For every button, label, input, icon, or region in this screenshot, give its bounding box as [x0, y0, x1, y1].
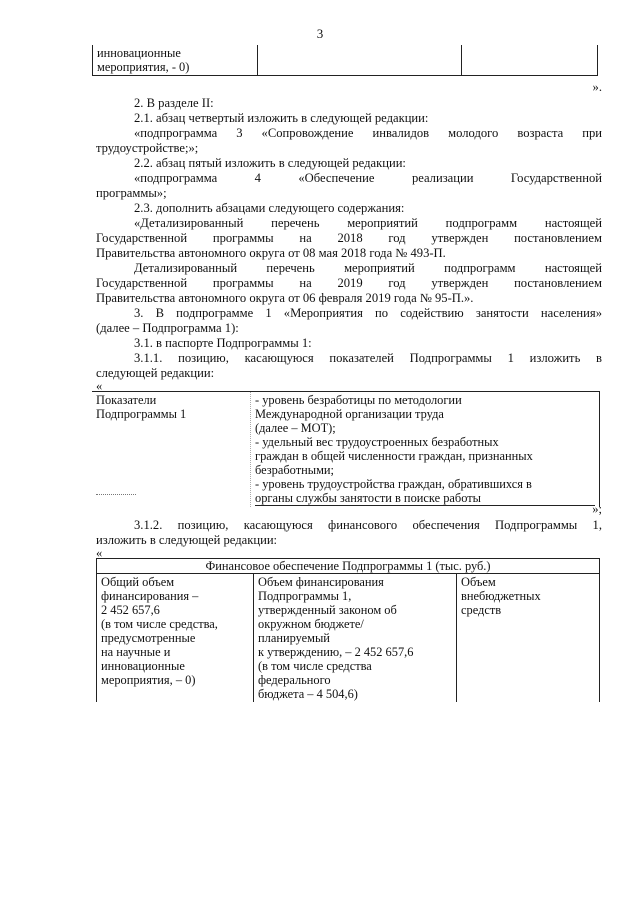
para-3-l2: (далее – Подпрограмма 1): — [96, 321, 239, 335]
open-quote: « — [96, 379, 103, 393]
indicators-label-line-1: Показатели — [96, 393, 157, 407]
para-3-1-2-l2: изложить в следующей редакции: — [96, 533, 278, 547]
para-2-1-quote-l2: трудоустройстве;»; — [96, 141, 199, 155]
para-2-2-quote-l1: «подпрограмма 4 «Обеспечение реализации Государственной — [134, 171, 602, 185]
finance-col1-line-2: финансирования – — [101, 589, 199, 603]
finance-col2-line-5: планируемый — [258, 631, 330, 645]
finance-col1-line-7: инновационные — [101, 659, 185, 673]
finance-col-3 — [457, 574, 600, 703]
finance-col3-line-2: внебюджетных — [461, 589, 541, 603]
finance-col2-line-9: бюджета – 4 504,6) — [258, 687, 358, 701]
para-2-2-quote-l2: программы»; — [96, 186, 167, 200]
para-2-2: 2.2. абзац пятый изложить в следующей редакции: — [134, 156, 406, 170]
finance-col1-line-6: на научные и — [101, 645, 171, 659]
top-table-line-2: мероприятия, - 0) — [97, 60, 190, 74]
para-3-1-1-l2: следующей редакции: — [96, 366, 215, 380]
finance-col3-line-1: Объем — [461, 575, 496, 589]
indicators-values-cell — [251, 392, 600, 508]
indicator-line-5: граждан в общей численности граждан, признанных — [255, 449, 533, 463]
indicator-line-8: органы службы занятости в поиске работы — [255, 491, 595, 506]
page-number: 3 — [316, 26, 324, 41]
para-section-2: 2. В разделе II: — [134, 96, 214, 110]
top-partial-table — [92, 45, 598, 76]
para-3-1: 3.1. в паспорте Подпрограммы 1: — [134, 336, 312, 350]
finance-table — [96, 558, 600, 702]
finance-col-2 — [254, 574, 457, 703]
finance-col1-line-1: Общий объем — [101, 575, 175, 589]
para-3-l1: 3. В подпрограмме 1 «Мероприятия по содействию занятости населения» — [134, 306, 602, 320]
finance-col2-line-8: федерального — [258, 673, 331, 687]
indicator-line-3: (далее – МОТ); — [255, 421, 336, 435]
finance-col1-line-4: (в том числе средства, — [101, 617, 218, 631]
indicator-line-2: Международной организации труда — [255, 407, 444, 421]
closing-quote-dot: ». — [592, 80, 602, 94]
finance-col1-line-8: мероприятия, – 0) — [101, 673, 196, 687]
para-2-1-quote-l1: «подпрограмма 3 «Сопровождение инвалидов молодого возраста при — [134, 126, 602, 140]
indicators-table — [92, 391, 600, 507]
finance-header-cell — [97, 559, 600, 574]
para-2-3-l2: Государственной программы на 2018 год утвержден постановлением — [96, 231, 602, 245]
para-2-3: 2.3. дополнить абзацами следующего содержания: — [134, 201, 405, 215]
finance-col2-line-2: Подпрограммы 1, — [258, 589, 352, 603]
para-3-1-2-l1: 3.1.2. позицию, касающуюся финансового обеспечения Подпрограммы 1, — [134, 518, 602, 532]
finance-col2-line-4: окружном бюджете/ — [258, 617, 364, 631]
indicators-label-cell — [92, 392, 251, 508]
para-2-3-l6: Правительства автономного округа от 06 февраля 2019 года № 95-П.». — [96, 291, 474, 305]
para-2-3-l4: Детализированный перечень мероприятий подпрограмм настоящей — [134, 261, 602, 275]
finance-col-1 — [97, 574, 254, 703]
finance-col3-line-3: средств — [461, 603, 502, 617]
para-2-1: 2.1. абзац четвертый изложить в следующей редакции: — [134, 111, 429, 125]
para-2-3-l3: Правительства автономного округа от 08 мая 2018 года № 493-П. — [96, 246, 446, 260]
finance-col1-line-3: 2 452 657,6 — [101, 603, 160, 617]
top-table-line-1: инновационные — [97, 46, 181, 60]
finance-col2-line-7: (в том числе средства — [258, 659, 372, 673]
indicator-line-1: - уровень безработицы по методологии — [255, 393, 462, 407]
finance-col2-line-3: утвержденный законом об — [258, 603, 397, 617]
finance-col2-line-6: к утверждению, – 2 452 657,6 — [258, 645, 414, 659]
table-dotted-mark — [96, 494, 136, 495]
indicators-label-line-2: Подпрограммы 1 — [96, 407, 187, 421]
finance-header: Финансовое обеспечение Подпрограммы 1 (тыс. руб.) — [205, 559, 491, 573]
top-table-cell-3 — [462, 45, 598, 76]
indicator-line-6: безработными; — [255, 463, 335, 477]
top-table-cell-2 — [258, 45, 462, 76]
finance-col2-line-1: Объем финансирования — [258, 575, 384, 589]
finance-col1-line-5: предусмотренные — [101, 631, 196, 645]
indicator-line-4: - удельный вес трудоустроенных безработных — [255, 435, 499, 449]
closing-quote-semicolon: »; — [592, 502, 602, 516]
top-table-cell-1 — [93, 45, 258, 76]
indicator-line-7: - уровень трудоустройства граждан, обратившихся в — [255, 477, 532, 491]
para-2-3-l1: «Детализированный перечень мероприятий подпрограмм настоящей — [134, 216, 602, 230]
para-2-3-l5: Государственной программы на 2019 год утвержден постановлением — [96, 276, 602, 290]
para-3-1-1-l1: 3.1.1. позицию, касающуюся показателей Подпрограммы 1 изложить в — [134, 351, 602, 365]
open-quote-2: « — [96, 546, 103, 560]
